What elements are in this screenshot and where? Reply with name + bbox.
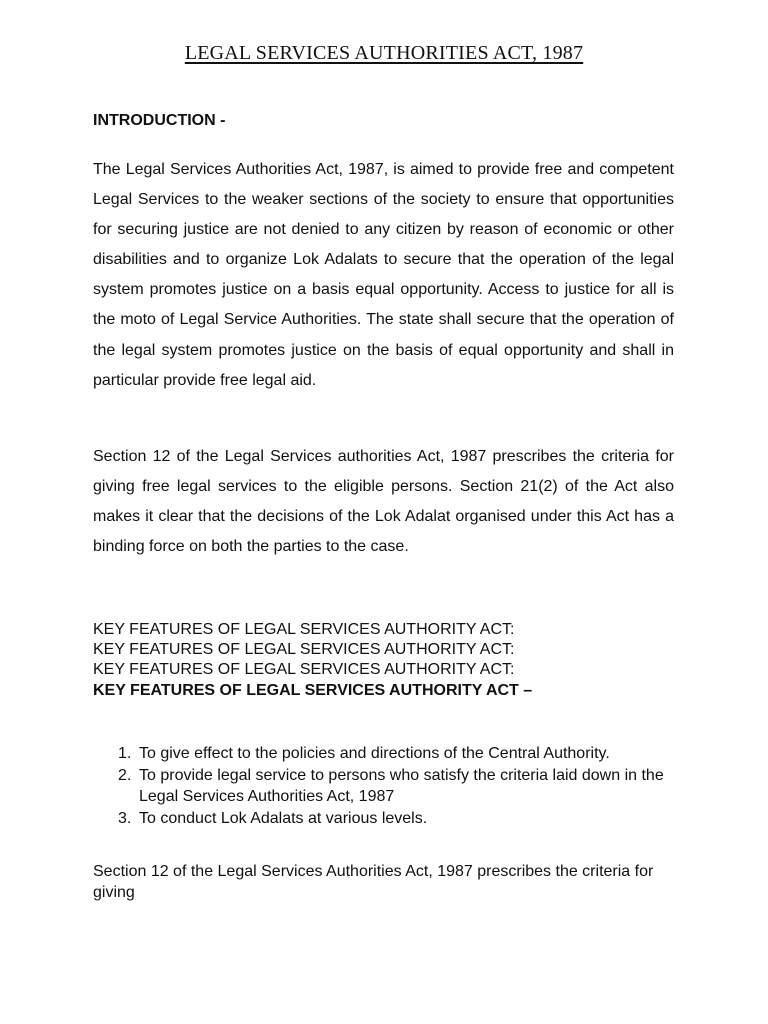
list-item-number: 1.	[118, 745, 132, 762]
list-item-number: 2.	[118, 766, 132, 784]
introduction-heading: INTRODUCTION -	[93, 112, 226, 129]
list-item	[118, 743, 678, 765]
list-item-text: To give effect to the policies and directions of the Central Authority.	[139, 745, 610, 762]
list-item	[118, 808, 678, 830]
key-features-heading: KEY FEATURES OF LEGAL SERVICES AUTHORITY ACT:	[93, 621, 515, 638]
list-item	[118, 765, 678, 808]
document-title: LEGAL SERVICES AUTHORITIES ACT, 1987	[184, 42, 584, 64]
introduction-paragraph: The Legal Services Authorities Act, 1987, is aimed to provide free and competent Legal Services to the weaker sections of the society to ensure that opportunities for securing justice are not denied to any citizen by reason of economic or other disabilities and to organize Lok Adalats to secure that the operation of the legal system promotes justice on a basis equal opportunity. Access to justice for all is the moto of Legal Service Authorities. The state shall secure that the operation of the legal system promotes justice on the basis of equal opportunity and shall in particular provide free legal aid.	[93, 161, 674, 389]
key-features-heading: KEY FEATURES OF LEGAL SERVICES AUTHORITY ACT:	[93, 661, 515, 678]
closing-paragraph: Section 12 of the Legal Services Authorities Act, 1987 prescribes the criteria for giving	[93, 863, 654, 901]
key-features-heading-bold: KEY FEATURES OF LEGAL SERVICES AUTHORITY ACT –	[93, 682, 533, 699]
list-item-number: 3.	[118, 809, 132, 827]
section-12-paragraph: Section 12 of the Legal Services authorities Act, 1987 prescribes the criteria for giving free legal services to the eligible persons. Section 21(2) of the Act also makes it clear that the decisions of the Lok Adalat organised under this Act has a binding force on both the parties to the case.	[93, 448, 674, 556]
list-item-text: To provide legal service to persons who satisfy the criteria laid down in the Legal Services Authorities Act, 1987	[139, 766, 664, 805]
key-features-list	[118, 743, 678, 829]
list-item-text: To conduct Lok Adalats at various levels.	[139, 809, 428, 827]
key-features-heading: KEY FEATURES OF LEGAL SERVICES AUTHORITY ACT:	[93, 641, 515, 658]
